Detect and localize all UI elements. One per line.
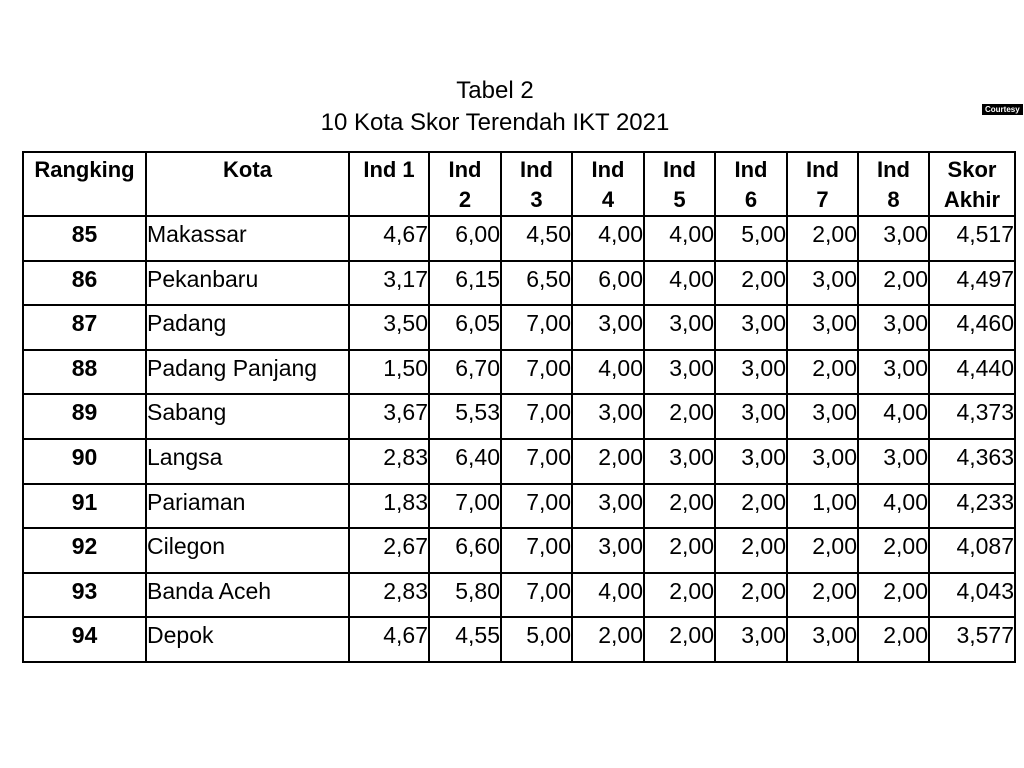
indicator-cell: 2,83 bbox=[349, 573, 429, 618]
indicator-cell: 4,00 bbox=[572, 216, 644, 261]
header-line: Akhir bbox=[943, 187, 1001, 212]
indicator-cell: 4,55 bbox=[429, 617, 501, 662]
rank-cell: 89 bbox=[23, 394, 146, 439]
indicator-cell: 2,00 bbox=[858, 573, 929, 618]
table-row bbox=[23, 305, 1015, 350]
header-line: Ind bbox=[734, 157, 768, 182]
table-title: 10 Kota Skor Terendah IKT 2021 bbox=[320, 109, 670, 136]
indicator-cell: 4,00 bbox=[644, 216, 715, 261]
final-score-cell: 4,440 bbox=[929, 350, 1015, 395]
indicator-cell: 3,00 bbox=[858, 305, 929, 350]
city-cell: Makassar bbox=[146, 216, 349, 261]
indicator-cell: 3,00 bbox=[787, 305, 858, 350]
indicator-cell: 6,05 bbox=[429, 305, 501, 350]
indicator-cell: 3,00 bbox=[787, 394, 858, 439]
table-body bbox=[23, 216, 1015, 662]
header-line: 7 bbox=[816, 187, 829, 212]
indicator-cell: 6,40 bbox=[429, 439, 501, 484]
table-header bbox=[23, 152, 1015, 216]
final-score-cell: 4,363 bbox=[929, 439, 1015, 484]
city-cell: Padang Panjang bbox=[146, 350, 349, 395]
indicator-cell: 3,00 bbox=[572, 305, 644, 350]
city-cell: Padang bbox=[146, 305, 349, 350]
indicator-cell: 3,00 bbox=[858, 439, 929, 484]
caption-clip bbox=[0, 77, 990, 104]
table-row bbox=[23, 573, 1015, 618]
city-cell: Sabang bbox=[146, 394, 349, 439]
indicator-cell: 2,67 bbox=[349, 528, 429, 573]
rank-cell: 90 bbox=[23, 439, 146, 484]
indicator-cell: 3,50 bbox=[349, 305, 429, 350]
final-score-cell: 4,087 bbox=[929, 528, 1015, 573]
indicator-cell: 2,00 bbox=[644, 573, 715, 618]
header-ind-3 bbox=[501, 152, 572, 216]
table-row bbox=[23, 439, 1015, 484]
indicator-cell: 4,67 bbox=[349, 216, 429, 261]
indicator-cell: 3,00 bbox=[858, 216, 929, 261]
header-ind-1 bbox=[349, 152, 429, 216]
header-line: Ind bbox=[806, 157, 839, 182]
header-ind-8 bbox=[858, 152, 929, 216]
indicator-cell: 2,00 bbox=[858, 528, 929, 573]
header-line: 8 bbox=[887, 187, 900, 212]
indicator-cell: 6,70 bbox=[429, 350, 501, 395]
indicator-cell: 2,00 bbox=[858, 617, 929, 662]
header-line: Rangking bbox=[34, 157, 135, 182]
indicator-cell: 4,00 bbox=[858, 394, 929, 439]
indicator-cell: 4,00 bbox=[644, 261, 715, 306]
indicator-cell: 7,00 bbox=[501, 484, 572, 529]
indicator-cell: 2,00 bbox=[858, 261, 929, 306]
indicator-cell: 3,00 bbox=[572, 484, 644, 529]
indicator-cell: 4,00 bbox=[572, 573, 644, 618]
indicator-cell: 2,00 bbox=[644, 484, 715, 529]
indicator-cell: 1,83 bbox=[349, 484, 429, 529]
indicator-cell: 2,00 bbox=[787, 528, 858, 573]
indicator-cell: 2,00 bbox=[787, 573, 858, 618]
indicator-cell: 6,15 bbox=[429, 261, 501, 306]
indicator-cell: 7,00 bbox=[429, 484, 501, 529]
table-row bbox=[23, 350, 1015, 395]
rank-cell: 94 bbox=[23, 617, 146, 662]
header-line: 3 bbox=[530, 187, 543, 212]
indicator-cell: 3,00 bbox=[644, 305, 715, 350]
table-caption-label: Tabel 2 bbox=[456, 77, 534, 104]
indicator-cell: 3,00 bbox=[715, 617, 787, 662]
rank-cell: 85 bbox=[23, 216, 146, 261]
header-skor-akhir bbox=[929, 152, 1015, 216]
final-score-cell: 4,233 bbox=[929, 484, 1015, 529]
indicator-cell: 2,00 bbox=[644, 394, 715, 439]
indicator-cell: 3,00 bbox=[715, 439, 787, 484]
indicator-cell: 6,50 bbox=[501, 261, 572, 306]
indicator-cell: 1,00 bbox=[787, 484, 858, 529]
header-line: Skor bbox=[947, 157, 997, 182]
indicator-cell: 7,00 bbox=[501, 573, 572, 618]
indicator-cell: 7,00 bbox=[501, 394, 572, 439]
table-row bbox=[23, 528, 1015, 573]
city-cell: Pekanbaru bbox=[146, 261, 349, 306]
indicator-cell: 5,00 bbox=[715, 216, 787, 261]
indicator-cell: 4,00 bbox=[858, 484, 929, 529]
indicator-cell: 2,00 bbox=[715, 528, 787, 573]
header-line: 2 bbox=[458, 187, 472, 212]
indicator-cell: 4,67 bbox=[349, 617, 429, 662]
indicator-cell: 2,00 bbox=[644, 617, 715, 662]
indicator-cell: 5,80 bbox=[429, 573, 501, 618]
header-kota bbox=[146, 152, 349, 216]
rank-cell: 88 bbox=[23, 350, 146, 395]
indicator-cell: 3,00 bbox=[787, 617, 858, 662]
header-ind-5 bbox=[644, 152, 715, 216]
rank-cell: 93 bbox=[23, 573, 146, 618]
courtesy-badge: Courtesy bbox=[982, 104, 1023, 115]
table-row bbox=[23, 617, 1015, 662]
table-row bbox=[23, 484, 1015, 529]
header-line: Ind 1 bbox=[363, 157, 415, 182]
indicator-cell: 2,00 bbox=[572, 439, 644, 484]
header-line: 4 bbox=[601, 187, 615, 212]
header-line: Ind bbox=[520, 157, 553, 182]
indicator-cell: 1,50 bbox=[349, 350, 429, 395]
indicator-cell: 3,00 bbox=[572, 528, 644, 573]
header-line: Ind bbox=[663, 157, 696, 182]
rank-cell: 92 bbox=[23, 528, 146, 573]
header-line: Ind bbox=[877, 157, 910, 182]
indicator-cell: 2,00 bbox=[715, 261, 787, 306]
city-cell: Langsa bbox=[146, 439, 349, 484]
indicator-cell: 3,00 bbox=[715, 394, 787, 439]
final-score-cell: 3,577 bbox=[929, 617, 1015, 662]
indicator-cell: 3,00 bbox=[644, 350, 715, 395]
header-line: Ind bbox=[591, 157, 625, 182]
lowest-score-cities-table bbox=[22, 151, 1016, 663]
indicator-cell: 5,00 bbox=[501, 617, 572, 662]
rank-cell: 91 bbox=[23, 484, 146, 529]
courtesy-badge-clip bbox=[982, 99, 1024, 114]
rank-cell: 86 bbox=[23, 261, 146, 306]
header-ind-6 bbox=[715, 152, 787, 216]
rank-cell: 87 bbox=[23, 305, 146, 350]
indicator-cell: 6,00 bbox=[429, 216, 501, 261]
indicator-cell: 2,00 bbox=[572, 617, 644, 662]
header-line: Ind bbox=[448, 157, 482, 182]
table-row bbox=[23, 261, 1015, 306]
indicator-cell: 2,00 bbox=[787, 216, 858, 261]
city-cell: Banda Aceh bbox=[146, 573, 349, 618]
indicator-cell: 3,00 bbox=[715, 305, 787, 350]
header-ind-7 bbox=[787, 152, 858, 216]
indicator-cell: 5,53 bbox=[429, 394, 501, 439]
indicator-cell: 3,00 bbox=[572, 394, 644, 439]
indicator-cell: 3,00 bbox=[644, 439, 715, 484]
table-row bbox=[23, 216, 1015, 261]
indicator-cell: 4,50 bbox=[501, 216, 572, 261]
header-line: 6 bbox=[744, 187, 758, 212]
indicator-cell: 3,67 bbox=[349, 394, 429, 439]
indicator-cell: 3,17 bbox=[349, 261, 429, 306]
city-cell: Pariaman bbox=[146, 484, 349, 529]
indicator-cell: 6,00 bbox=[572, 261, 644, 306]
indicator-cell: 3,00 bbox=[858, 350, 929, 395]
indicator-cell: 3,00 bbox=[787, 439, 858, 484]
city-cell: Depok bbox=[146, 617, 349, 662]
header-rangking bbox=[23, 152, 146, 216]
indicator-cell: 2,83 bbox=[349, 439, 429, 484]
indicator-cell: 4,00 bbox=[572, 350, 644, 395]
indicator-cell: 2,00 bbox=[787, 350, 858, 395]
final-score-cell: 4,373 bbox=[929, 394, 1015, 439]
city-cell: Cilegon bbox=[146, 528, 349, 573]
indicator-cell: 6,60 bbox=[429, 528, 501, 573]
indicator-cell: 3,00 bbox=[787, 261, 858, 306]
indicator-cell: 2,00 bbox=[715, 484, 787, 529]
indicator-cell: 7,00 bbox=[501, 305, 572, 350]
final-score-cell: 4,043 bbox=[929, 573, 1015, 618]
header-line: 5 bbox=[673, 187, 686, 212]
indicator-cell: 7,00 bbox=[501, 439, 572, 484]
final-score-cell: 4,460 bbox=[929, 305, 1015, 350]
header-line: Kota bbox=[223, 157, 272, 182]
final-score-cell: 4,517 bbox=[929, 216, 1015, 261]
header-row bbox=[23, 152, 1015, 216]
header-ind-4 bbox=[572, 152, 644, 216]
indicator-cell: 7,00 bbox=[501, 350, 572, 395]
header-ind-2 bbox=[429, 152, 501, 216]
table-row bbox=[23, 394, 1015, 439]
indicator-cell: 2,00 bbox=[644, 528, 715, 573]
indicator-cell: 2,00 bbox=[715, 573, 787, 618]
indicator-cell: 7,00 bbox=[501, 528, 572, 573]
indicator-cell: 3,00 bbox=[715, 350, 787, 395]
final-score-cell: 4,497 bbox=[929, 261, 1015, 306]
